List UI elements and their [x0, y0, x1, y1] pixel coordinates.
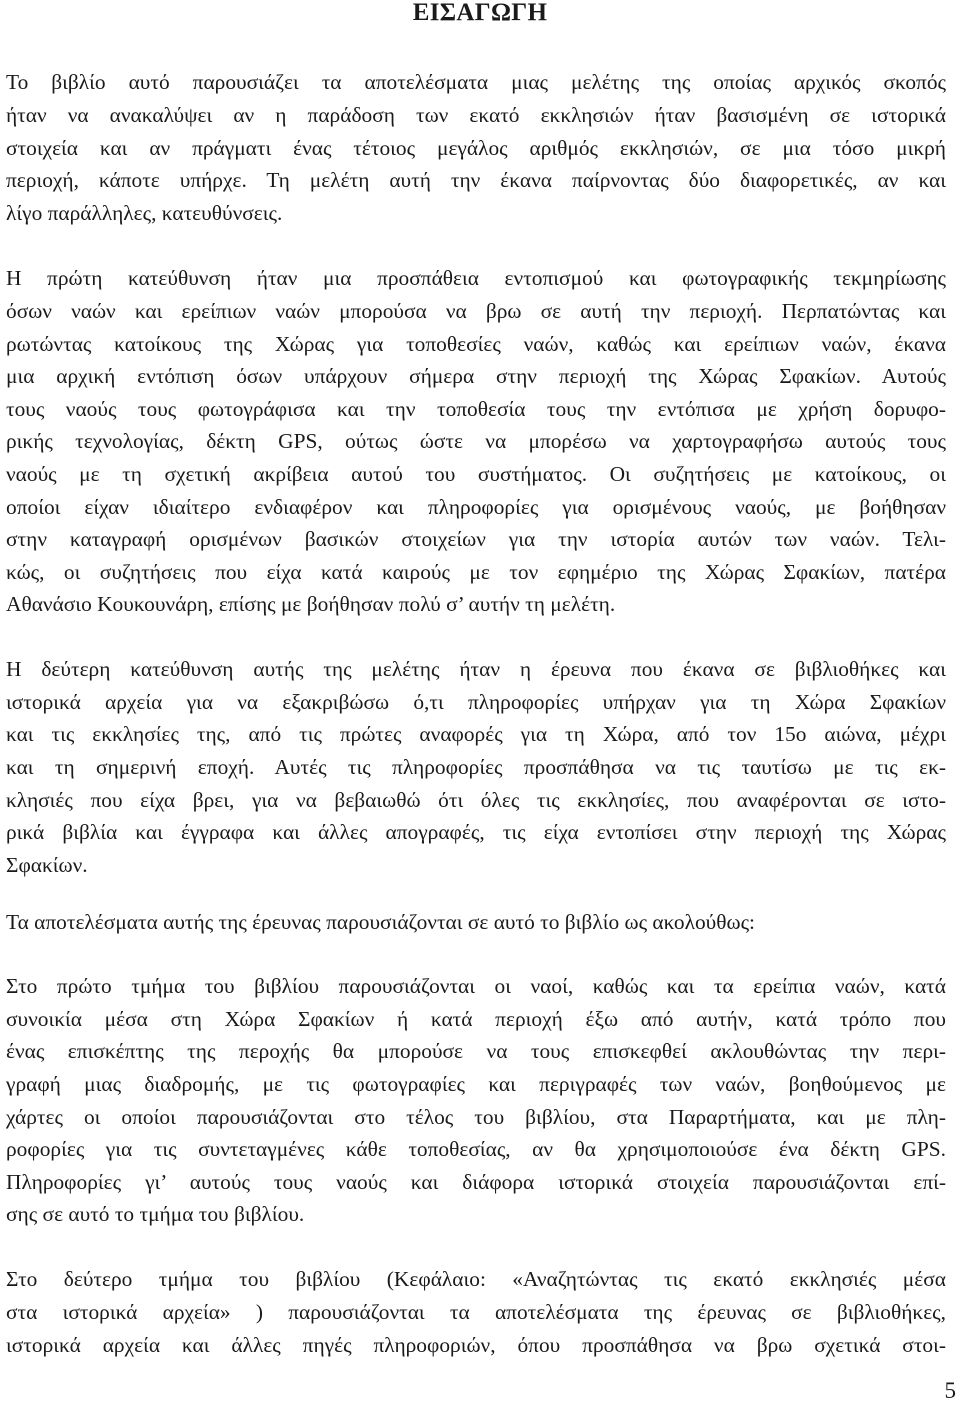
text-line: χάρτες οι οποίοι παρουσιάζονται στο τέλος του βιβλίου, στα Παραρτήματα, και με πλη-	[6, 1105, 946, 1129]
text-line: Στο πρώτο τμήμα του βιβλίου παρουσιάζονται οι ναοί, καθώς και τα ερείπια ναών, κατά	[6, 974, 946, 998]
text-line: ναούς με τη σχετική ακρίβεια αυτού του συστήματος. Οι συζητήσεις με κατοίκους, οι	[6, 462, 946, 486]
text-line: ρωτώντας κατοίκους της Χώρας για τοποθεσίες ναών, καθώς και ερείπιων ναών, έκανα	[6, 332, 946, 356]
text-line: στοιχεία και αν πράγματι ένας τέτοιος μεγάλος αριθμός εκκλησιών, σε μια τόσο μικρή	[6, 136, 946, 160]
text-line: ένας επισκέπτης της περοχής θα μπορούσε να τους επισκεφθεί ακλουθώντας την περι-	[6, 1039, 946, 1063]
text-line: ρικής τεχνολογίας, δέκτη GPS, ούτως ώστε να μπορέσω να χαρτογραφήσω αυτούς τους	[6, 429, 946, 453]
text-line: στην καταγραφή ορισμένων βασικών στοιχείων για την ιστορία αυτών των ναών. Τελι-	[6, 527, 946, 551]
text-line: Η δεύτερη κατεύθυνση αυτής της μελέτης ήταν η έρευνα που έκανα σε βιβλιοθήκες και	[6, 657, 946, 681]
text-line: Το βιβλίο αυτό παρουσιάζει τα αποτελέσματα μιας μελέτης της οποίας αρχικός σκοπός	[6, 70, 946, 94]
text-line: κώς, οι συζητήσεις που είχα κατά καιρούς με τον εφημέριο της Χώρας Σφακίων, πατέρα	[6, 560, 946, 584]
text-line: κλησιές που είχα βρει, για να βεβαιωθώ ότι όλες τις εκκλησίες, που αναφέρονται σε ιστο-	[6, 788, 946, 812]
text-line: ιστορικά αρχεία και άλλες πηγές πληροφοριών, όπου προσπάθησα να βρω σχετικά στοι-	[6, 1333, 946, 1357]
text-line: και τις εκκλησίες της, από τις πρώτες αναφορές για τη Χώρα, από τον 15ο αιώνα, μέχρι	[6, 722, 946, 746]
text-line: στα ιστορικά αρχεία» ) παρουσιάζονται τα αποτελέσματα της έρευνας σε βιβλιοθήκες,	[6, 1300, 946, 1324]
text-line: και τη σημερινή εποχή. Αυτές τις πληροφορίες προσπάθησα να τις ταυτίσω με τις εκ-	[6, 755, 946, 779]
page-title: ΕΙΣΑΓΩΓΗ	[412, 0, 548, 26]
text-line: γραφή μιας διαδρομής, με τις φωτογραφίες και περιγραφές των ναών, βοηθούμενος με	[6, 1072, 946, 1096]
text-line: ρικά βιβλία και έγγραφα και άλλες απογραφές, τις είχα εντοπίσει στην περιοχή της Χώρας	[6, 820, 946, 844]
text-line: Αθανάσιο Κουκουνάρη, επίσης με βοήθησαν πολύ σ’ αυτήν τη μελέτη.	[6, 592, 616, 616]
text-line: Στο δεύτερο τμήμα του βιβλίου (Κεφάλαιο: «Αναζητώντας τις εκατό εκκλησιές μέσα	[6, 1267, 946, 1291]
text-line: όσων ναών και ερείπιων ναών μπορούσα να βρω σε αυτή την περιοχή. Περπατώντας και	[6, 299, 946, 323]
text-line: συνοικία μέσα στη Χώρα Σφακίων ή κατά περιοχή έξω από αυτήν, κατά τρόπο που	[6, 1007, 946, 1031]
text-line: ροφορίες για τις συντεταγμένες κάθε τοποθεσίας, αν θα χρησιμοποιούσε ένα δέκτη GPS.	[6, 1137, 946, 1161]
text-line: περιοχή, κάποτε υπήρχε. Τη μελέτη αυτή την έκανα παίρνοντας δύο διαφορετικές, αν και	[6, 168, 946, 192]
text-line: τους ναούς τους φωτογράφισα και την τοποθεσία τους την εντόπισα με χρήση δορυφο-	[6, 397, 946, 421]
text-line: ιστορικά αρχεία για να εξακριβώσω ό,τι πληροφορίες υπήρχαν για τη Χώρα Σφακίων	[6, 690, 946, 714]
text-line: Τα αποτελέσματα αυτής της έρευνας παρουσιάζονται σε αυτό το βιβλίο ως ακολούθως:	[6, 910, 755, 934]
text-line: Σφακίων.	[6, 853, 88, 877]
page-number: 5	[944, 1378, 956, 1403]
text-line: Πληροφορίες γι’ αυτούς τους ναούς και διάφορα ιστορικά στοιχεία παρουσιάζονται επί-	[6, 1170, 946, 1194]
text-line: σης σε αυτό το τμήμα του βιβλίου.	[6, 1202, 305, 1226]
text-line: μια αρχική εντόπιση όσων υπάρχουν σήμερα στην περιοχή της Χώρας Σφακίων. Αυτούς	[6, 364, 946, 388]
text-line: οποίοι είχαν ιδιαίτερο ενδιαφέρον και πληροφορίες για ορισμένους ναούς, με βοήθησαν	[6, 495, 946, 519]
text-line: ήταν να ανακαλύψει αν η παράδοση των εκατό εκκλησιών ήταν βασισμένη σε ιστορικά	[6, 103, 946, 127]
text-line: λίγο παράλληλες, κατευθύνσεις.	[6, 201, 283, 225]
text-line: Η πρώτη κατεύθυνση ήταν μια προσπάθεια εντοπισμού και φωτογραφικής τεκμηρίωσης	[6, 266, 946, 290]
